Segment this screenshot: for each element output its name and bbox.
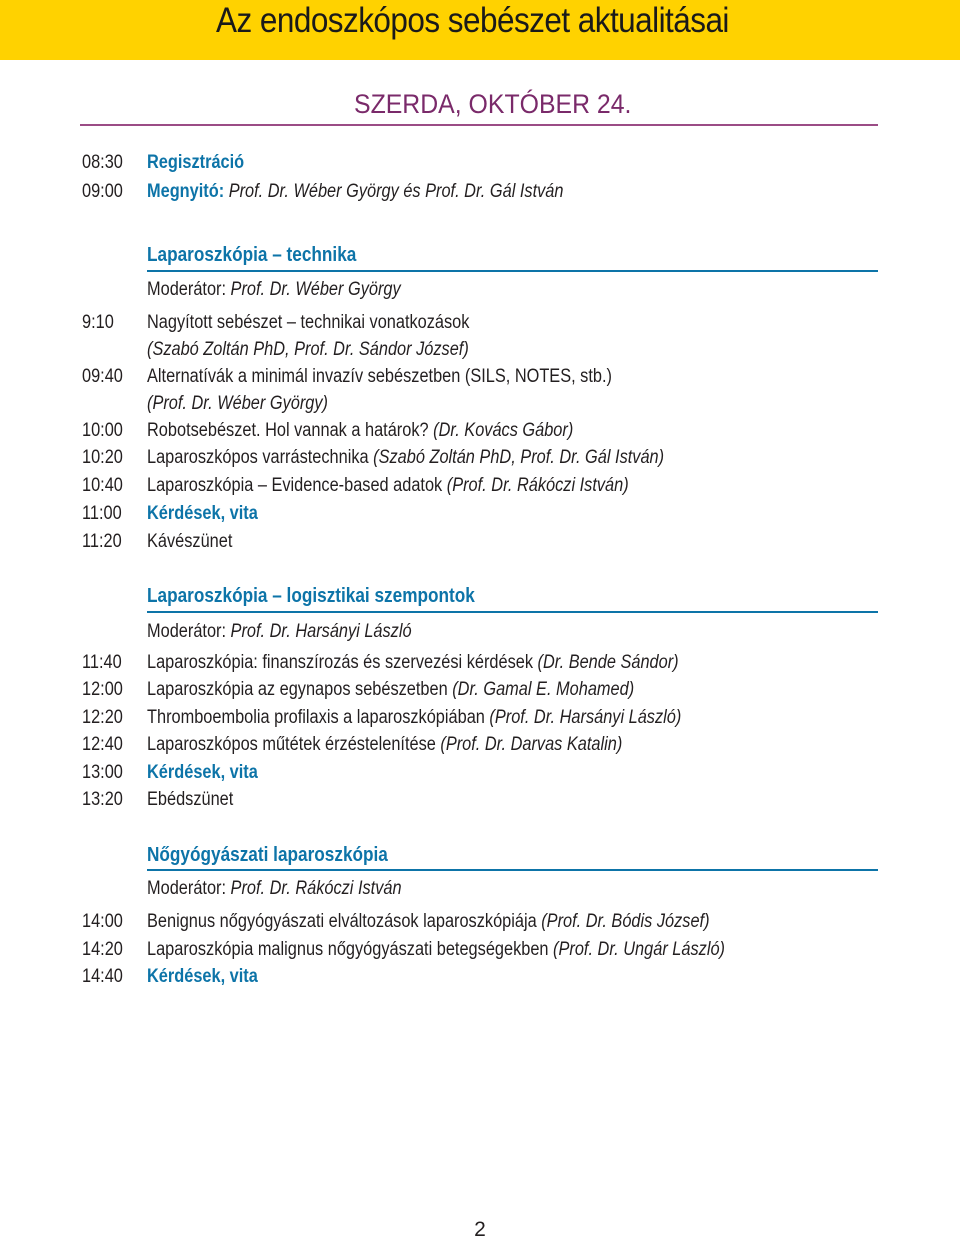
schedule-row (0, 445, 960, 471)
time-label: 13:00 (82, 762, 123, 783)
moderator-label: Moderátor: (147, 279, 231, 300)
session-title: Nagyított sebészet – technikai vonatkozások (147, 312, 470, 333)
session-content (147, 445, 664, 471)
session-speaker: (Dr. Bende Sándor) (537, 652, 679, 673)
session-speaker: (Prof. Dr. Harsányi László) (489, 707, 682, 728)
session-content (147, 677, 634, 703)
session-speaker: (Szabó Zoltán PhD, Prof. Dr. Sándor József) (147, 339, 469, 360)
schedule-row (0, 364, 960, 390)
session-content (147, 760, 258, 786)
session-content (147, 964, 258, 990)
day-heading: SZERDA, OKTÓBER 24. (354, 89, 632, 119)
schedule-row (0, 418, 960, 444)
time-label: 14:00 (82, 911, 123, 932)
session-highlight: Kérdések, vita (147, 966, 258, 987)
moderator-row (0, 619, 960, 645)
session-content (147, 391, 328, 417)
schedule-row (0, 150, 960, 176)
session-speaker: (Prof. Dr. Bódis József) (541, 911, 710, 932)
page-number: 2 (474, 1218, 486, 1241)
session-content (147, 310, 469, 336)
schedule-row (0, 650, 960, 676)
section-divider (147, 869, 878, 871)
session-content (147, 473, 629, 499)
schedule-row (0, 501, 960, 527)
session-title: Benignus nőgyógyászati elváltozások laparoszkópiája (147, 911, 542, 932)
time-label: 11:40 (82, 652, 122, 673)
session-title: Ebédszünet (147, 789, 234, 810)
session-content (147, 179, 563, 205)
session-content (147, 418, 573, 444)
time-label: 12:40 (82, 734, 123, 755)
session-content (147, 364, 612, 390)
moderator (147, 876, 402, 902)
session-content (147, 501, 258, 527)
time-label: 11:20 (82, 531, 122, 552)
session-speaker: (Dr. Kovács Gábor) (433, 420, 574, 441)
session-content (147, 650, 679, 676)
session-content (147, 787, 233, 813)
session-content (147, 337, 469, 363)
moderator-name: Prof. Dr. Wéber György (230, 279, 401, 300)
schedule-row (0, 529, 960, 555)
time-label: 10:20 (82, 447, 123, 468)
time-label: 08:30 (82, 152, 123, 173)
moderator-name: Prof. Dr. Rákóczi István (230, 878, 402, 899)
time-label: 12:00 (82, 679, 123, 700)
moderator (147, 619, 412, 645)
session-speaker: (Prof. Dr. Darvas Katalin) (440, 734, 623, 755)
schedule-row (0, 909, 960, 935)
title-banner (0, 0, 960, 60)
session-title: Thromboembolia profilaxis a laparoszkópiában (147, 707, 490, 728)
moderator-label: Moderátor: (147, 878, 231, 899)
session-speaker: (Prof. Dr. Rákóczi István) (446, 475, 629, 496)
session-content (147, 909, 710, 935)
time-label: 14:40 (82, 966, 123, 987)
time-label: 09:40 (82, 366, 123, 387)
session-title: Robotsebészet. Hol vannak a határok? (147, 420, 434, 441)
session-speaker: (Prof. Dr. Ungár László) (553, 939, 725, 960)
session-title: Laparoszkópia – Evidence-based adatok (147, 475, 447, 496)
session-content (147, 705, 681, 731)
session-content (147, 732, 622, 758)
schedule-row (0, 179, 960, 205)
time-label: 11:00 (82, 503, 122, 524)
section-title: Laparoszkópia – technika (147, 244, 357, 266)
moderator-row (0, 277, 960, 303)
moderator-label: Moderátor: (147, 621, 231, 642)
time-label: 09:00 (82, 181, 123, 202)
session-content (147, 529, 232, 555)
session-title: Alternatívák a minimál invazív sebészetben (SILS, NOTES, stb.) (147, 366, 612, 387)
section-divider (147, 611, 878, 613)
schedule-row (0, 473, 960, 499)
time-label: 13:20 (82, 789, 123, 810)
time-label: 10:00 (82, 420, 123, 441)
session-highlight: Kérdések, vita (147, 503, 258, 524)
schedule-row (0, 760, 960, 786)
time-label: 9:10 (82, 312, 114, 333)
session-speaker: (Prof. Dr. Wéber György) (147, 393, 328, 414)
session-speaker: (Szabó Zoltán PhD, Prof. Dr. Gál István) (373, 447, 665, 468)
section-divider (147, 270, 878, 272)
moderator-row (0, 876, 960, 902)
schedule-row (0, 964, 960, 990)
session-highlight: Regisztráció (147, 152, 245, 173)
schedule-row (0, 337, 960, 363)
document-title: Az endoszkópos sebészet aktualitásai (216, 1, 729, 40)
schedule-row (0, 787, 960, 813)
session-title: Kávészünet (147, 531, 233, 552)
session-title: Laparoszkópos műtétek érzéstelenítése (147, 734, 441, 755)
session-highlight: Megnyitó: (147, 181, 225, 202)
section-title: Laparoszkópia – logisztikai szempontok (147, 585, 475, 607)
time-label: 14:20 (82, 939, 123, 960)
schedule-row (0, 705, 960, 731)
session-title: Laparoszkópia malignus nőgyógyászati betegségekben (147, 939, 554, 960)
session-content (147, 150, 244, 176)
schedule-row (0, 310, 960, 336)
session-title: Laparoszkópia az egynapos sebészetben (147, 679, 453, 700)
schedule-row (0, 937, 960, 963)
schedule-row (0, 391, 960, 417)
schedule-row (0, 677, 960, 703)
session-title: Laparoszkópos varrástechnika (147, 447, 374, 468)
opening-speakers: Prof. Dr. Wéber György és Prof. Dr. Gál István (224, 181, 564, 202)
section-title: Nőgyógyászati laparoszkópia (147, 844, 388, 866)
time-label: 10:40 (82, 475, 123, 496)
day-divider (80, 124, 878, 126)
session-highlight: Kérdések, vita (147, 762, 258, 783)
session-speaker: (Dr. Gamal E. Mohamed) (452, 679, 635, 700)
moderator (147, 277, 401, 303)
time-label: 12:20 (82, 707, 123, 728)
session-content (147, 937, 725, 963)
moderator-name: Prof. Dr. Harsányi László (230, 621, 412, 642)
schedule-row (0, 732, 960, 758)
session-title: Laparoszkópia: finanszírozás és szervezési kérdések (147, 652, 538, 673)
